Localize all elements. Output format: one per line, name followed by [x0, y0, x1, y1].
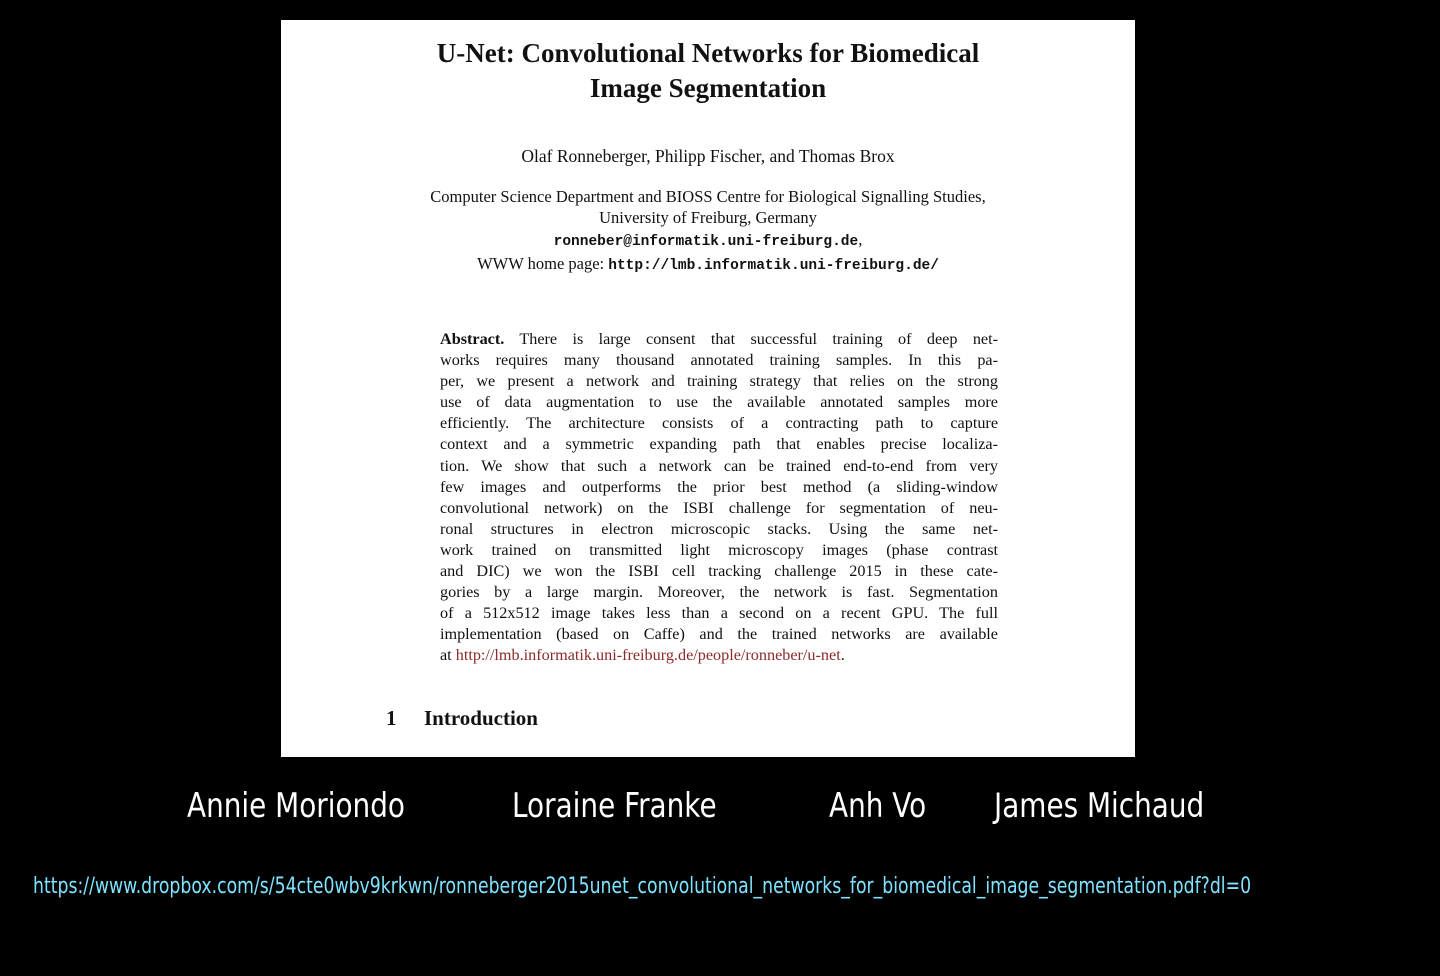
- abstract-line: of a 512x512 image takes less than a second on a recent GPU. The full: [440, 604, 998, 623]
- paper-page-image: [281, 20, 1135, 757]
- presenter-name: James Michaud: [994, 786, 1205, 826]
- section-heading: [386, 705, 538, 731]
- abstract-last-prefix: at: [440, 646, 456, 665]
- abstract-line: ronal structures in electron microscopic stacks. Using the same net-: [440, 519, 998, 538]
- abstract-line: convolutional network) on the ISBI challenge for segmentation of neu-: [440, 498, 998, 517]
- affiliation-line: Computer Science Department and BIOSS Centre for Biological Signalling Studies,: [430, 187, 986, 206]
- paper-title-line: U-Net: Convolutional Networks for Biomedical: [436, 38, 980, 68]
- abstract-line: implementation (based on Caffe) and the trained networks are available: [440, 625, 998, 644]
- section-title: Introduction: [424, 706, 538, 730]
- abstract-line: few images and outperforms the prior best method (a sliding-window: [440, 477, 998, 496]
- paper-abstract: [440, 329, 998, 667]
- abstract-line: and DIC) we won the ISBI cell tracking challenge 2015 in these cate-: [440, 562, 998, 581]
- abstract-line: work trained on transmitted light microscopy images (phase contrast: [440, 540, 998, 559]
- abstract-heading: Abstract.: [440, 330, 505, 348]
- abstract-line: efficiently. The architecture consists of a contracting path to capture: [440, 414, 998, 433]
- abstract-line-text: There is large consent that successful training of deep net-: [504, 330, 998, 348]
- affiliation-line: University of Freiburg, Germany: [599, 208, 817, 228]
- presenter-names: [0, 780, 1440, 832]
- presenter-name: Anh Vo: [829, 786, 927, 826]
- paper-title: [281, 36, 1135, 106]
- unet-project-link: http://lmb.informatik.uni-freiburg.de/people/ronneber/u-net: [455, 646, 841, 665]
- homepage-url: http://lmb.informatik.uni-freiburg.de/: [608, 257, 939, 274]
- paper-affiliation: [281, 186, 1135, 277]
- abstract-line: works requires many thousand annotated training samples. In this pa-: [440, 351, 998, 370]
- presenter-name: Annie Moriondo: [187, 786, 405, 826]
- email-line: [281, 229, 1135, 253]
- abstract-line: gories by a large margin. Moreover, the network is fast. Segmentation: [440, 583, 998, 602]
- author-email: ronneber@informatik.uni-freiburg.de: [553, 233, 859, 250]
- paper-title-line: Image Segmentation: [589, 73, 827, 103]
- homepage-line: [281, 253, 1135, 277]
- email-suffix: ,: [858, 229, 863, 249]
- abstract-last-suffix: .: [840, 646, 845, 665]
- source-url-link[interactable]: https://www.dropbox.com/s/54cte0wbv9krkwn/ronneberger2015unet_convolutional_networks_for_biomedical_image_segmentation.pdf?dl=0: [33, 874, 1252, 899]
- paper-authors: Olaf Ronneberger, Philipp Fischer, and Thomas Brox: [521, 146, 895, 166]
- abstract-line: context and a symmetric expanding path that enables precise localiza-: [440, 435, 998, 454]
- abstract-line: tion. We show that such a network can be trained end-to-end from very: [440, 456, 998, 475]
- abstract-line: [440, 645, 998, 666]
- abstract-line: [440, 329, 998, 350]
- section-number: 1: [386, 706, 397, 730]
- abstract-line: use of data augmentation to use the available annotated samples more: [440, 393, 998, 412]
- homepage-label: WWW home page:: [477, 253, 609, 273]
- abstract-line: per, we present a network and training strategy that relies on the strong: [440, 372, 998, 391]
- presenter-name: Loraine Franke: [512, 786, 717, 826]
